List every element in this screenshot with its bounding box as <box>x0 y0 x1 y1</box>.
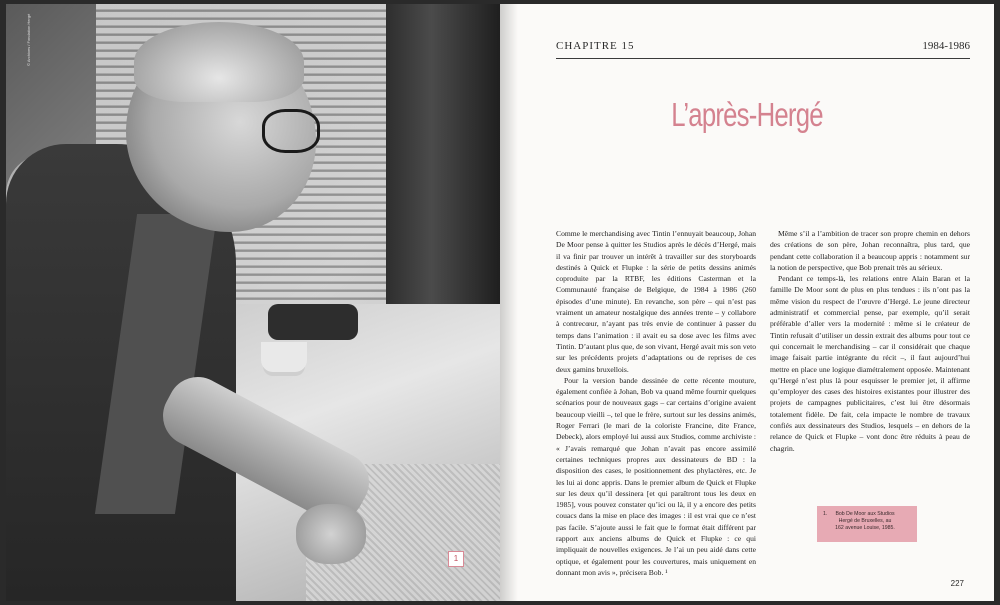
gutter-shadow <box>500 4 518 601</box>
chapter-years: 1984-1986 <box>922 40 970 52</box>
cup <box>261 342 307 372</box>
text-column-2 <box>770 228 970 454</box>
caption-number: 1. <box>823 511 828 517</box>
telephone <box>268 304 358 340</box>
chapter-label: CHAPITRE 15 <box>556 40 635 52</box>
glasses <box>262 109 320 153</box>
hand <box>296 504 366 564</box>
photo-credit: © Archives / Fondation Hergé <box>26 13 31 66</box>
photo-caption <box>817 506 917 542</box>
paragraph: Même s’il a l’ambition de tracer son propre chemin en dehors des créations de son père, Johan reconnaîtra, plus tard, que pendant cette collaboration il a beaucoup appris : notamment sur la notion de perspective, que Bob prenait très au sérieux. <box>770 229 970 272</box>
left-page <box>6 4 500 601</box>
paragraph: Pendant ce temps-là, les relations entre Alain Baran et la famille De Moor sont de plus en plus tendues : ils n’ont pas la même vision du respect de l’œuvre d’Hergé. Le jeune directeur administratif et commercial pense, par exemple, qu’il serait préférable d’aller vers la modernité : même si le créateur de Tintin refusait d’utiliser un dessin extrait des albums pour tout ce qui concernait le merchandising – car il considérait que chaque image faisait partie intégrante du récit –, il faut aujourd’hui mettre en place une logique diamétralement opposée. Maintenant qu’Hergé n’est plus là pour esquisser le premier jet, il affirme qu’employer des cases des histoires existantes pour illustrer des projets de campagnes publicitaires, c’est lui être désormais totalement fidèle. De fait, cela impacte le nombre de travaux confiés aux dessinateurs des Studios, lesquels – en dehors de la relance de Quick et Flupke – vont donc être réduits à peau de chagrin. <box>770 274 970 453</box>
text-column-1 <box>556 228 756 578</box>
hair <box>134 22 304 102</box>
right-page <box>500 4 994 601</box>
header-rule <box>556 58 970 59</box>
photo-bob-de-moor <box>6 4 500 601</box>
caption-text: Bob De Moor aux Studios Hergé de Bruxelles, au 162 avenue Louise, 1985. <box>835 511 895 531</box>
page-number: 227 <box>950 579 964 588</box>
photo-number-badge: 1 <box>448 551 464 567</box>
chapter-title: L’après-Hergé <box>671 96 823 133</box>
paragraph: Comme le merchandising avec Tintin l’ennuyait beaucoup, Johan De Moor pense à quitter les Studios après le décès d’Hergé, mais il va finir par trouver un intérêt à travailler sur des storyboards destinés à Quick et Flupke : la série de petits dessins animés coproduite par la RTBF, les éditions Casterman et la Communauté française de Belgique, de 1984 à 1986 (260 épisodes d’une minute). En revanche, son père – qui n’est pas vraiment un amateur nostalgique des années trente – y collabore à contrecœur, n’ayant pas très envie de continuer à passer du temps dans l’animation : il avait eu sa dose avec les films avec Tintin. D’autant plus que, de son vivant, Hergé avait mis son veto sur les précédents projets d’adaptations ou de reprises de ces deux gamins bruxellois. <box>556 229 756 374</box>
paragraph: Pour la version bande dessinée de cette récente mouture, également confiée à Johan, Bob va quand même fournir quelques scénarios pour de nouveaux gags – car certains d’origine avaient beaucoup vieilli –, tel que le frère, surtout sur les dessins animés, Roger Ferrari (le mari de la coloriste Francine, dite France, Debeck), alors employé lui aussi aux Studios, comme archiviste : « J’avais remarqué que Johan n’avait pas encore assimilé certaines techniques propres aux dessinateurs de BD : la disposition des cases, le positionnement des phylactères, etc. Je les lui ai donc appris. Dans le premier album de Quick et Flupke sur les deux qu’il dessinera [et qui paraîtront tous les deux en 1985], vous pouvez constater qu’ici ou là, il y a encore des petits couacs dans la mise en place des images : il est vrai que ce n’est pas facile. S’ajoute aussi le fait que le format était différent par rapport aux anciens albums de Quick et Flupke : ce qui impliquait de nouvelles exigences. Je l’ai un peu aidé dans cette optique, et également pour les couvertures, mais uniquement en donnant mon avis », précisera Bob. ¹ <box>556 375 756 577</box>
